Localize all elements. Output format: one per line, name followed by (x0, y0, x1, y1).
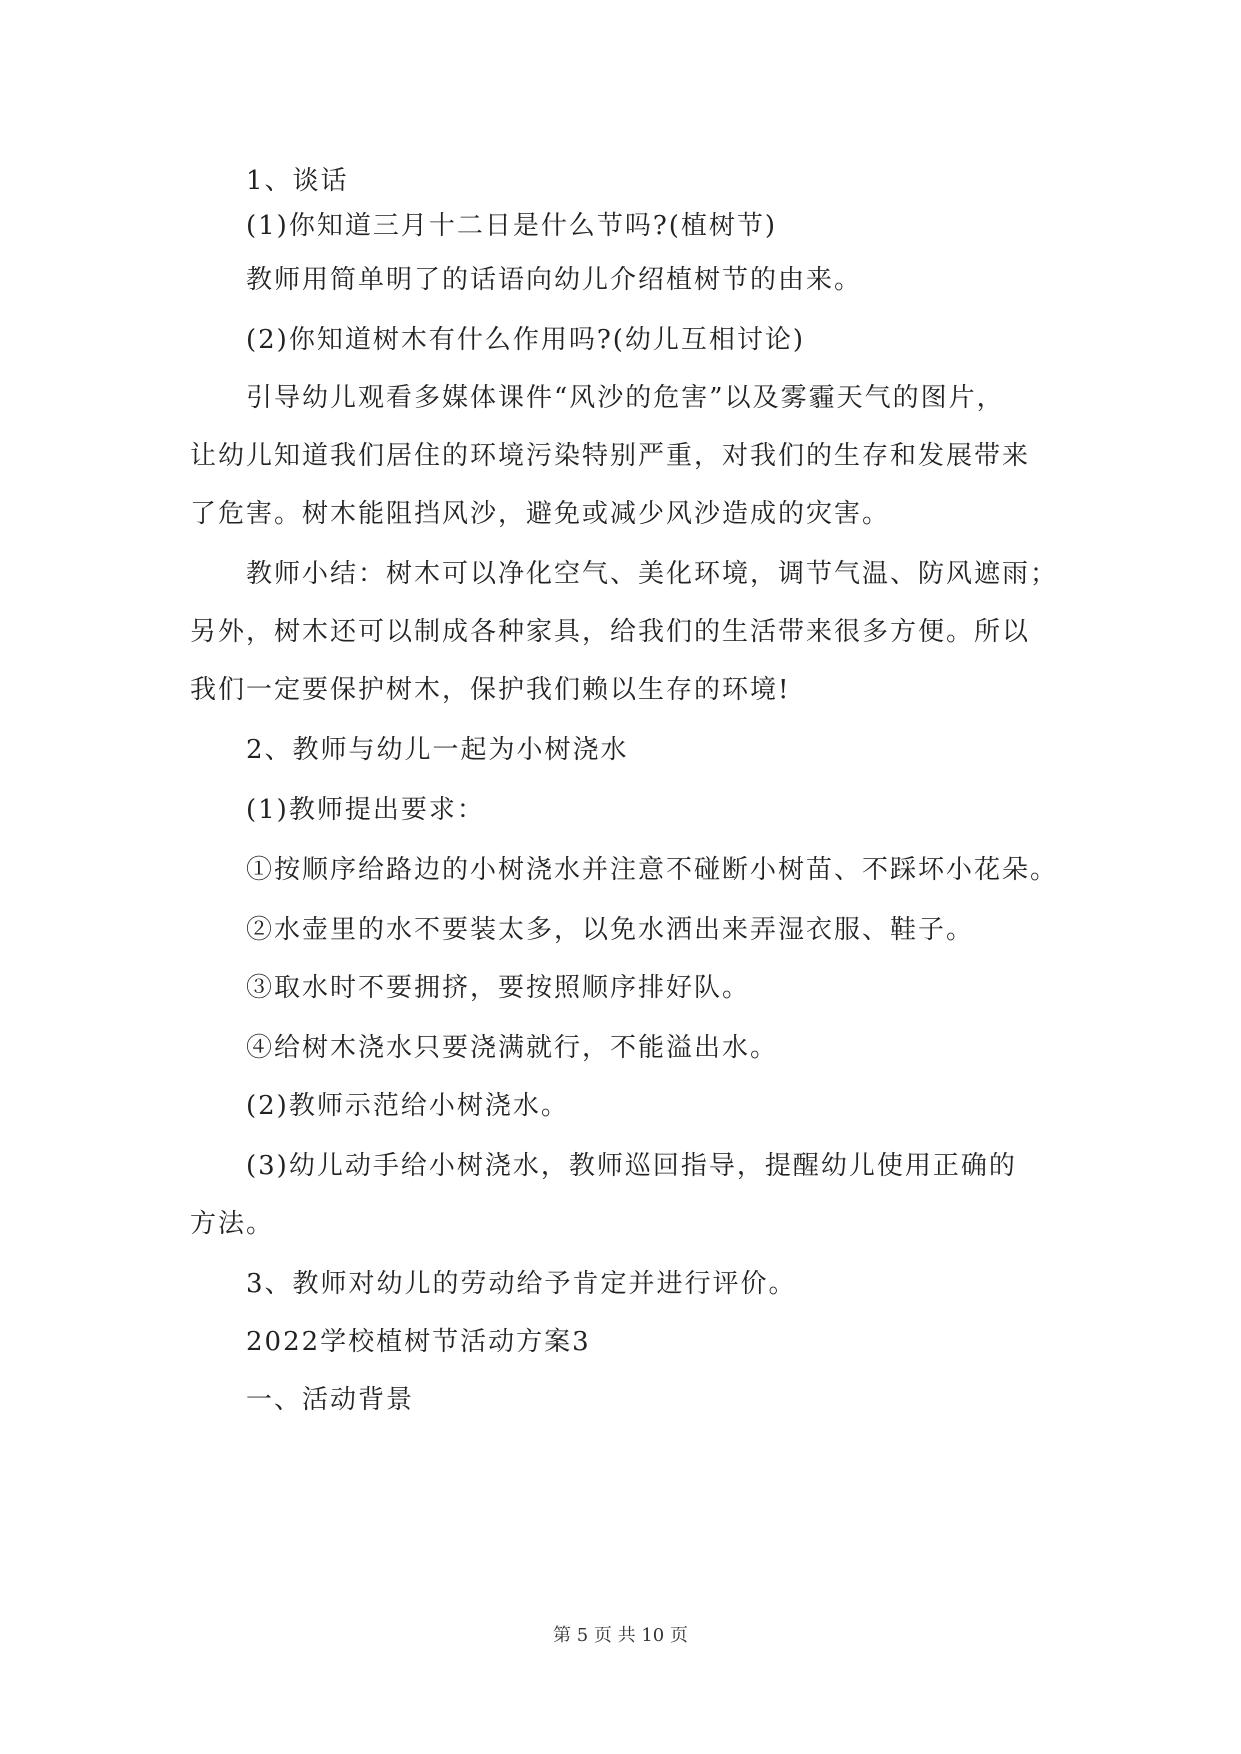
page-number-footer: 第 5 页 共 10 页 (553, 1625, 688, 1646)
section-heading-talk: 1、谈话 (246, 166, 349, 196)
paragraph-line: (1)教师提出要求： (246, 795, 485, 825)
paragraph-line: (2)教师示范给小树浇水。 (246, 1091, 569, 1121)
paragraph-line: 教师小结：树木可以净化空气、美化环境，调节气温、防风遮雨； (246, 559, 1059, 589)
paragraph-line: 方法。 (190, 1209, 275, 1239)
section-heading-watering: 2、教师与幼儿一起为小树浇水 (246, 735, 629, 765)
paragraph-line: 另外，树木还可以制成各种家具，给我们的生活带来很多方便。所以 (190, 617, 1031, 647)
paragraph-line: (3)幼儿动手给小树浇水，教师巡回指导，提醒幼儿使用正确的 (246, 1151, 1017, 1181)
list-item: ①按顺序给路边的小树浇水并注意不碰断小树苗、不踩坏小花朵。 (246, 855, 1059, 885)
paragraph-line: 引导幼儿观看多媒体课件“风沙的危害”以及雾霾天气的图片， (246, 383, 1005, 413)
plan-title: 2022学校植树节活动方案3 (246, 1327, 591, 1357)
section-heading-evaluation: 3、教师对幼儿的劳动给予肯定并进行评价。 (246, 1269, 797, 1299)
paragraph-line: 了危害。树木能阻挡风沙，避免或减少风沙造成的灾害。 (190, 499, 891, 529)
paragraph-line: 让幼儿知道我们居住的环境污染特别严重，对我们的生存和发展带来 (190, 441, 1031, 471)
paragraph-line: (1)你知道三月十二日是什么节吗?(植树节) (246, 211, 778, 241)
list-item: ③取水时不要拥挤，要按照顺序排好队。 (246, 973, 751, 1003)
list-item: ②水壶里的水不要装太多，以免水洒出来弄湿衣服、鞋子。 (246, 915, 975, 945)
paragraph-line: 我们一定要保护树木，保护我们赖以生存的环境! (190, 675, 791, 705)
paragraph-line: 教师用简单明了的话语向幼儿介绍植树节的由来。 (246, 265, 863, 295)
list-item: ④给树木浇水只要浇满就行，不能溢出水。 (246, 1033, 779, 1063)
paragraph-line: (2)你知道树木有什么作用吗?(幼儿互相讨论) (246, 325, 806, 355)
section-heading-background: 一、活动背景 (246, 1385, 415, 1415)
